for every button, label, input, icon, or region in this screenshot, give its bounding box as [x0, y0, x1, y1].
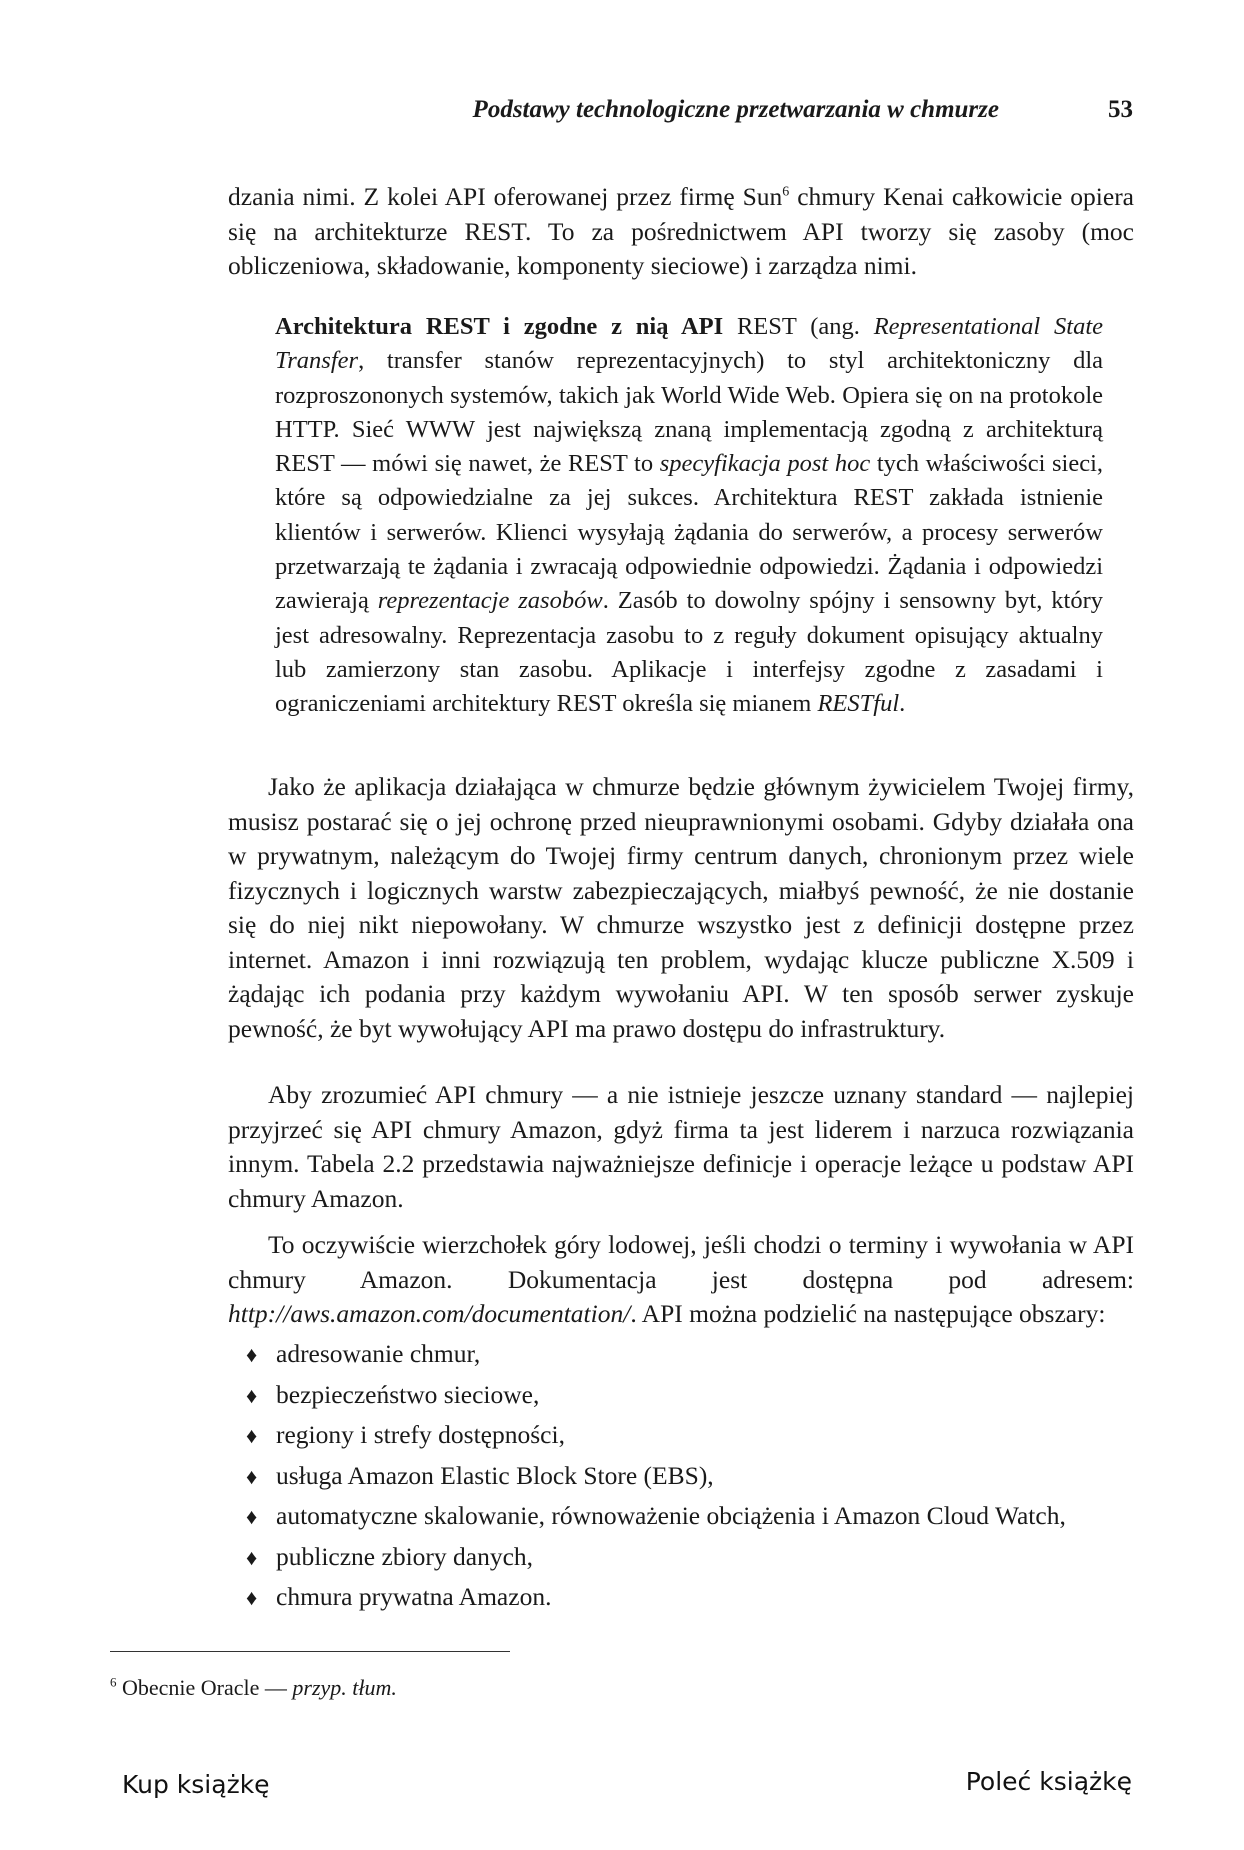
diamond-bullet-icon: ♦	[246, 1423, 258, 1448]
list-item: ♦ automatyczne skalowanie, równoważenie obciążenia i Amazon Cloud Watch,	[246, 1499, 1066, 1540]
documentation-url: http://aws.amazon.com/documentation/	[228, 1299, 631, 1328]
running-title: Podstawy technologiczne przetwarzania w chmurze	[472, 96, 999, 123]
list-item: ♦ adresowanie chmur,	[246, 1337, 1066, 1378]
footnote: $^6$ Obecnie Oracle — przyp. tłum.	[110, 1674, 397, 1700]
buy-book-link[interactable]: Kup książkę	[122, 1770, 270, 1799]
definition-text: tych właściwości sieci, które są odpowiedzialne za jej sukces. Architektura REST zakłada istnienie klientów i serwerów. Klienci wysyłają żądania do serwerów, a procesy serwerów przetwarzają te żądania i zwracają odpowiednie odpowiedzi. Żądania i odpowiedzi zawierają	[275, 450, 1104, 615]
definition-emphasis: specyfikacja post hoc	[659, 450, 871, 478]
footnote-divider	[110, 1651, 510, 1652]
footnote-number: 6	[110, 1674, 117, 1690]
definition-emphasis: reprezentacje zasobów	[377, 587, 603, 615]
list-item: ♦ regiony i strefy dostępności,	[246, 1418, 1066, 1459]
list-item: ♦ usługa Amazon Elastic Block Store (EBS),	[246, 1459, 1066, 1500]
running-header	[228, 96, 1133, 136]
diamond-bullet-icon: ♦	[246, 1382, 258, 1408]
rest-definition-box	[275, 310, 1103, 722]
paragraph-text: To oczywiście wierzchołek góry lodowej, jeśli chodzi o terminy i wywołania w API chmury Amazon. Dokumentacja jest dostępna pod adresem:	[228, 1230, 1134, 1294]
list-item: ♦ publiczne zbiory danych,	[246, 1540, 1066, 1581]
diamond-bullet-icon: ♦	[246, 1585, 258, 1610]
diamond-bullet-icon: ♦	[246, 1342, 258, 1367]
diamond-bullet-icon: ♦	[246, 1504, 258, 1529]
paragraph-text: dzania nimi. Z kolei API oferowanej przez firmę Sun	[228, 182, 783, 211]
page-number: 53	[1108, 96, 1133, 123]
paragraph-security: Jako że aplikacja działająca w chmurze będzie głównym żywicielem Twojej firmy, musisz postarać się o jej ochronę przed nieuprawnionymi osobami. Gdyby działała ona w prywatnym, należącym do Twojej firmy centrum danych, chronionym przez wiele fizycznych i logicznych warstw zabezpieczających, miałbyś pewność, że nie dostanie się do niej nikt niepowołany. W chmurze wszystko jest z definicji dostępne przez internet. Amazon i inni rozwiązują ten problem, wydając klucze publiczne X.509 i żądając ich podania przy każdym wywołaniu API. W ten sposób serwer zyskuje pewność, że byt wywołujący API ma prawo dostępu do infrastruktury.	[228, 772, 1134, 1043]
recommend-book-link[interactable]: Poleć książkę	[965, 1767, 1132, 1796]
definition-text: REST (ang.	[723, 313, 874, 340]
list-item: ♦ bezpieczeństwo sieciowe,	[246, 1378, 1066, 1419]
paragraph-text: chmury Kenai całkowicie opiera się na architekturze REST. To za pośrednictwem API tworzy się zasoby (moc obliczeniowa, składowanie, komponenty sieciowe) i zarządza nimi.	[228, 182, 1135, 280]
definition-term: Architektura REST i zgodne z nią API	[275, 313, 724, 340]
definition-emphasis: Representational State Transfer	[275, 313, 1103, 375]
diamond-bullet-icon: ♦	[246, 1544, 258, 1570]
api-areas-list	[246, 1337, 1066, 1621]
paragraph-text: . API można podzielić na następujące obszary:	[630, 1299, 1106, 1328]
paragraph-documentation	[228, 1228, 1134, 1332]
footnote-ref: 6	[782, 184, 790, 200]
definition-text: , transfer stanów reprezentacyjnych) to styl architektoniczny dla rozproszononych systemów, takich jak World Wide Web. Opiera się on na protokole HTTP. Sieć WWW jest największą znaną implementacją zgodną z architekturą REST — mówi się nawet, że REST to	[275, 347, 1103, 478]
paragraph-intro	[228, 180, 1134, 284]
definition-text: .	[899, 690, 906, 718]
paragraph-amazon-api: Aby zrozumieć API chmury — a nie istnieje jeszcze uznany standard — najlepiej przyjrzeć się API chmury Amazon, gdyż firma ta jest liderem i narzuca rozwiązania innym. Tabela 2.2 przedstawia najważniejsze definicje i operacje leżące u podstaw API chmury Amazon.	[228, 1080, 1134, 1213]
definition-text: . Zasób to dowolny spójny i sensowny byt, który jest adresowalny. Reprezentacja zasobu to z reguły dokument opisujący aktualny lub zamierzony stan zasobu. Aplikacje i interfejsy zgodne z zasadami i ograniczeniami architektury REST określa się mianem	[275, 587, 1104, 718]
list-item: ♦ chmura prywatna Amazon.	[246, 1580, 1066, 1621]
definition-emphasis: RESTful	[817, 690, 900, 718]
diamond-bullet-icon: ♦	[246, 1463, 258, 1489]
